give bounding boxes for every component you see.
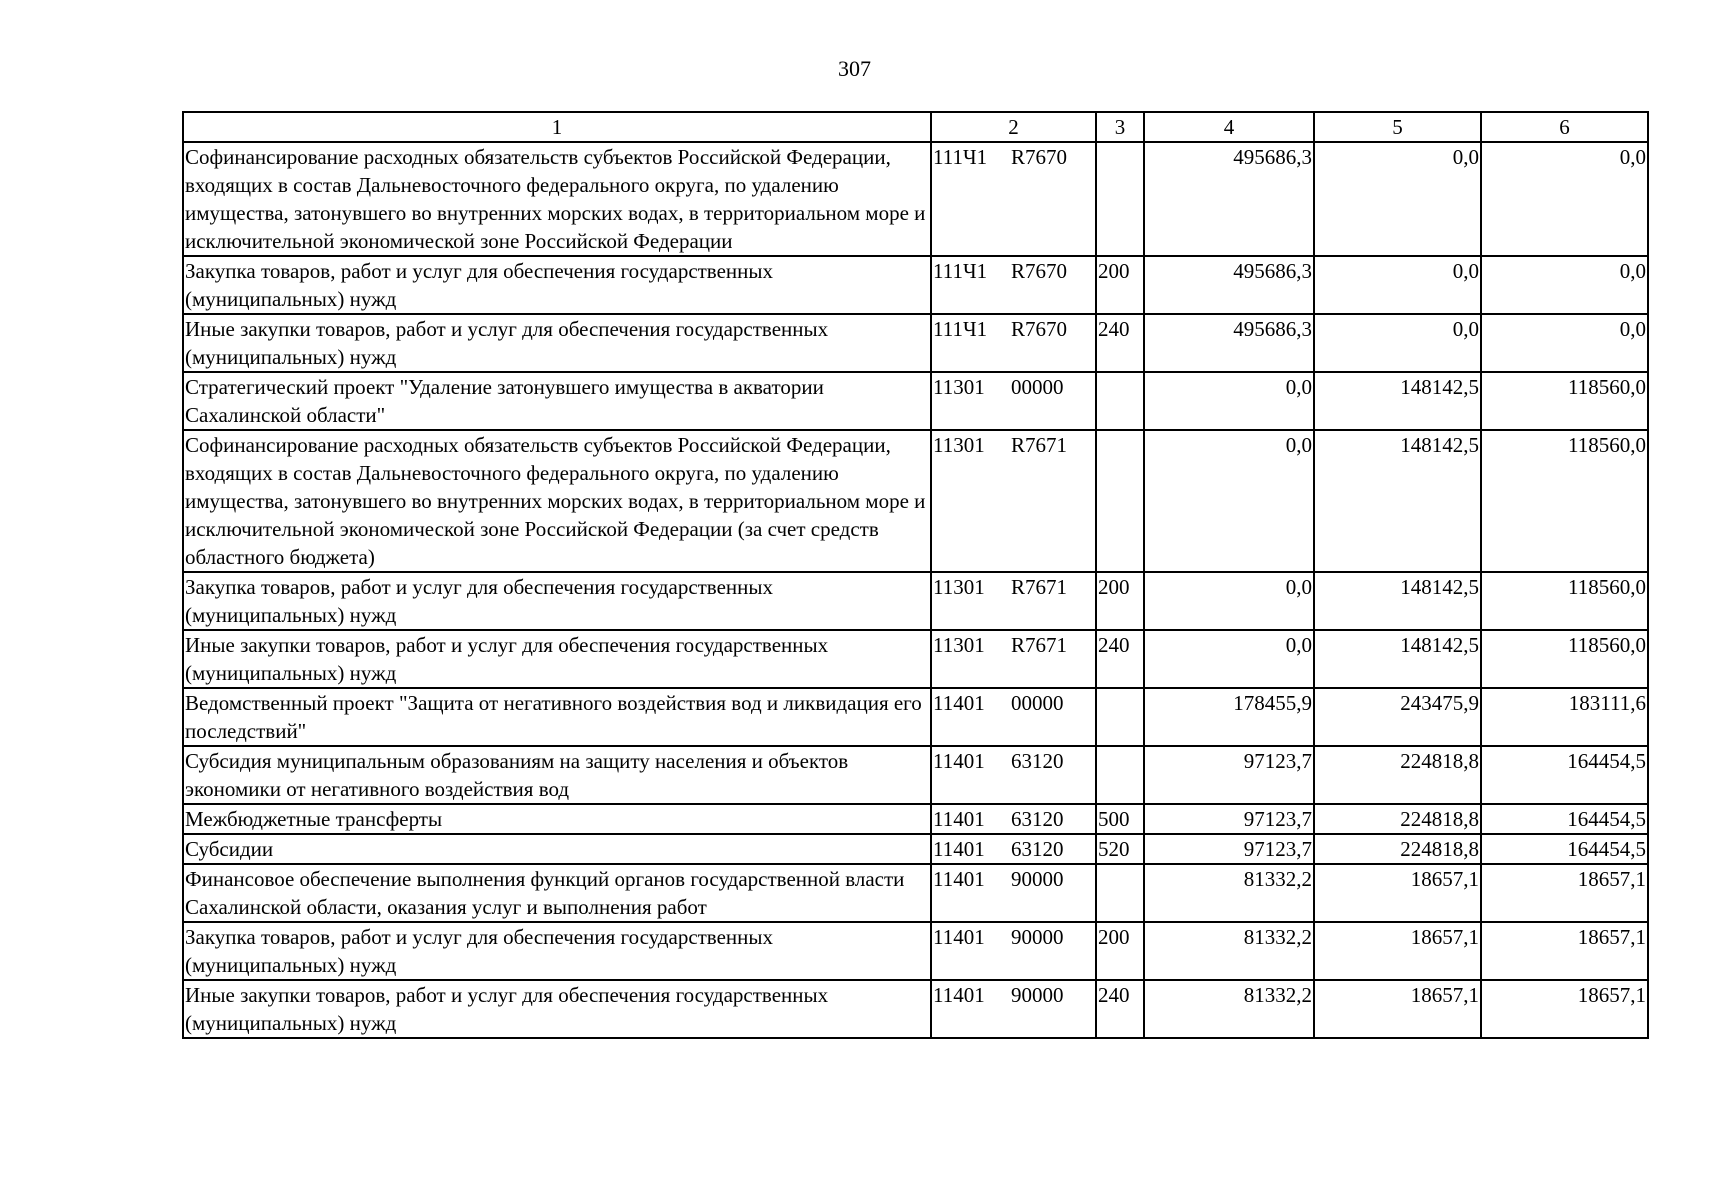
amount-col5: 148142,5	[1314, 572, 1481, 630]
row-code	[931, 804, 1096, 834]
amount-col4: 97123,7	[1144, 804, 1314, 834]
row-code	[931, 688, 1096, 746]
expense-type-code	[1096, 430, 1144, 572]
amount-col5: 243475,9	[1314, 688, 1481, 746]
table-row	[183, 572, 1648, 630]
row-code	[931, 834, 1096, 864]
direction-code: R7670	[1011, 259, 1068, 283]
table-row	[183, 372, 1648, 430]
expense-type-code	[1096, 688, 1144, 746]
row-name: Финансовое обеспечение выполнения функций органов государственной власти Сахалинской области, оказания услуг и выполнения работ	[183, 864, 931, 922]
column-header: 2	[931, 112, 1096, 142]
expense-type-code: 200	[1096, 922, 1144, 980]
row-name: Закупка товаров, работ и услуг для обеспечения государственных (муниципальных) нужд	[183, 572, 931, 630]
expense-type-code: 500	[1096, 804, 1144, 834]
column-header: 4	[1144, 112, 1314, 142]
row-code	[931, 256, 1096, 314]
amount-col5: 148142,5	[1314, 430, 1481, 572]
table-row	[183, 630, 1648, 688]
row-code	[931, 746, 1096, 804]
row-name: Софинансирование расходных обязательств субъектов Российской Федерации, входящих в состав Дальневосточного федерального округа, по удалению имущества, затонувшего во внутренних морских водах, в территориальном море и исключительной экономической зоне Российской Федерации	[183, 142, 931, 256]
program-code: 111Ч1	[933, 317, 988, 341]
row-code	[931, 572, 1096, 630]
row-name: Закупка товаров, работ и услуг для обеспечения государственных (муниципальных) нужд	[183, 256, 931, 314]
program-code: 111Ч1	[933, 145, 988, 169]
expense-type-code: 240	[1096, 314, 1144, 372]
program-code: 11401	[933, 837, 985, 861]
amount-col5: 0,0	[1314, 256, 1481, 314]
amount-col5: 18657,1	[1314, 922, 1481, 980]
column-header: 5	[1314, 112, 1481, 142]
amount-col6: 164454,5	[1481, 834, 1648, 864]
amount-col6: 18657,1	[1481, 864, 1648, 922]
table-row	[183, 688, 1648, 746]
row-code	[931, 430, 1096, 572]
amount-col4: 97123,7	[1144, 746, 1314, 804]
program-code: 11401	[933, 749, 985, 773]
amount-col5: 148142,5	[1314, 630, 1481, 688]
row-name: Субсидии	[183, 834, 931, 864]
amount-col5: 0,0	[1314, 142, 1481, 256]
expense-type-code: 200	[1096, 572, 1144, 630]
direction-code: 63120	[1011, 837, 1064, 861]
program-code: 11301	[933, 375, 985, 399]
amount-col6: 118560,0	[1481, 372, 1648, 430]
amount-col5: 224818,8	[1314, 746, 1481, 804]
amount-col4: 178455,9	[1144, 688, 1314, 746]
amount-col6: 18657,1	[1481, 980, 1648, 1038]
amount-col6: 164454,5	[1481, 804, 1648, 834]
program-code: 11301	[933, 433, 985, 457]
expense-type-code	[1096, 142, 1144, 256]
column-header: 3	[1096, 112, 1144, 142]
expense-type-code	[1096, 372, 1144, 430]
program-code: 11401	[933, 867, 985, 891]
amount-col4: 81332,2	[1144, 922, 1314, 980]
program-code: 11401	[933, 691, 985, 715]
row-name: Ведомственный проект "Защита от негативного воздействия вод и ликвидация его последствий"	[183, 688, 931, 746]
direction-code: R7671	[1011, 575, 1068, 599]
amount-col6: 164454,5	[1481, 746, 1648, 804]
table-row	[183, 746, 1648, 804]
direction-code: R7670	[1011, 317, 1068, 341]
direction-code: R7670	[1011, 145, 1068, 169]
table-row	[183, 834, 1648, 864]
amount-col6: 18657,1	[1481, 922, 1648, 980]
amount-col5: 224818,8	[1314, 834, 1481, 864]
amount-col6: 0,0	[1481, 314, 1648, 372]
table-row	[183, 922, 1648, 980]
amount-col4: 0,0	[1144, 372, 1314, 430]
direction-code: R7671	[1011, 433, 1068, 457]
program-code: 11301	[933, 633, 985, 657]
expense-type-code: 200	[1096, 256, 1144, 314]
row-code	[931, 630, 1096, 688]
amount-col6: 0,0	[1481, 256, 1648, 314]
row-code	[931, 864, 1096, 922]
amount-col5: 0,0	[1314, 314, 1481, 372]
header-row	[183, 112, 1648, 142]
amount-col4: 0,0	[1144, 430, 1314, 572]
row-code	[931, 980, 1096, 1038]
amount-col5: 224818,8	[1314, 804, 1481, 834]
row-name: Стратегический проект "Удаление затонувшего имущества в акватории Сахалинской области"	[183, 372, 931, 430]
table-row	[183, 980, 1648, 1038]
expense-type-code: 520	[1096, 834, 1144, 864]
direction-code: R7671	[1011, 633, 1068, 657]
program-code: 11301	[933, 575, 985, 599]
direction-code: 90000	[1011, 983, 1064, 1007]
row-code	[931, 142, 1096, 256]
row-code	[931, 922, 1096, 980]
amount-col4: 97123,7	[1144, 834, 1314, 864]
amount-col4: 81332,2	[1144, 864, 1314, 922]
amount-col6: 118560,0	[1481, 630, 1648, 688]
amount-col6: 0,0	[1481, 142, 1648, 256]
row-name: Межбюджетные трансферты	[183, 804, 931, 834]
budget-table	[182, 111, 1649, 1039]
amount-col6: 118560,0	[1481, 430, 1648, 572]
row-code	[931, 372, 1096, 430]
row-code	[931, 314, 1096, 372]
page-number: 307	[838, 56, 871, 81]
amount-col6: 118560,0	[1481, 572, 1648, 630]
column-header: 6	[1481, 112, 1648, 142]
amount-col5: 148142,5	[1314, 372, 1481, 430]
column-header: 1	[183, 112, 931, 142]
amount-col4: 0,0	[1144, 630, 1314, 688]
amount-col6: 183111,6	[1481, 688, 1648, 746]
program-code: 11401	[933, 807, 985, 831]
table-row	[183, 430, 1648, 572]
table-row	[183, 804, 1648, 834]
row-name: Субсидия муниципальным образованиям на защиту населения и объектов экономики от негативного воздействия вод	[183, 746, 931, 804]
program-code: 11401	[933, 925, 985, 949]
row-name: Иные закупки товаров, работ и услуг для обеспечения государственных (муниципальных) нужд	[183, 314, 931, 372]
direction-code: 63120	[1011, 749, 1064, 773]
expense-type-code: 240	[1096, 980, 1144, 1038]
amount-col4: 495686,3	[1144, 256, 1314, 314]
amount-col4: 81332,2	[1144, 980, 1314, 1038]
amount-col5: 18657,1	[1314, 864, 1481, 922]
row-name: Иные закупки товаров, работ и услуг для обеспечения государственных (муниципальных) нужд	[183, 630, 931, 688]
row-name: Иные закупки товаров, работ и услуг для обеспечения государственных (муниципальных) нужд	[183, 980, 931, 1038]
table-row	[183, 142, 1648, 256]
row-name: Закупка товаров, работ и услуг для обеспечения государственных (муниципальных) нужд	[183, 922, 931, 980]
table-row	[183, 864, 1648, 922]
expense-type-code	[1096, 746, 1144, 804]
amount-col4: 495686,3	[1144, 314, 1314, 372]
amount-col5: 18657,1	[1314, 980, 1481, 1038]
row-name: Софинансирование расходных обязательств субъектов Российской Федерации, входящих в состав Дальневосточного федерального округа, по удалению имущества, затонувшего во внутренних морских водах, в территориальном море и исключительной экономической зоне Российской Федерации (за счет средств областного бюджета)	[183, 430, 931, 572]
amount-col4: 0,0	[1144, 572, 1314, 630]
table-row	[183, 256, 1648, 314]
direction-code: 90000	[1011, 925, 1064, 949]
direction-code: 00000	[1011, 375, 1064, 399]
program-code: 111Ч1	[933, 259, 988, 283]
direction-code: 63120	[1011, 807, 1064, 831]
direction-code: 90000	[1011, 867, 1064, 891]
program-code: 11401	[933, 983, 985, 1007]
expense-type-code: 240	[1096, 630, 1144, 688]
table-row	[183, 314, 1648, 372]
direction-code: 00000	[1011, 691, 1064, 715]
expense-type-code	[1096, 864, 1144, 922]
amount-col4: 495686,3	[1144, 142, 1314, 256]
